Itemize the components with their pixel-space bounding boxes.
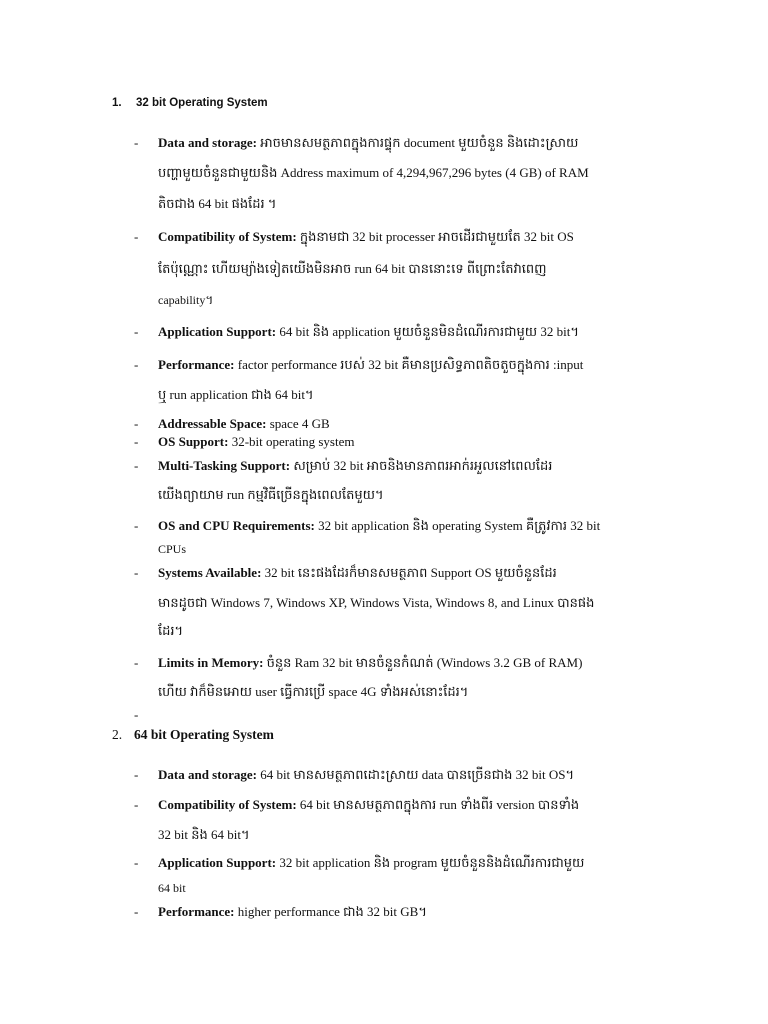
item-line: តិចជាង 64 bit ផងដែរ ។ xyxy=(158,196,277,211)
item-label: Data and storage: xyxy=(158,767,257,782)
item-label: OS Support: xyxy=(158,434,229,449)
item-line: Application Support: 64 bit និង application មួយចំនួនមិនដំណើរការជាមួយ 32 bit។ xyxy=(158,324,579,339)
item-line: Data and storage: 64 bit មានសមត្ថភាពដោះស្រាយ data បានច្រើនជាង 32 bit OS។ xyxy=(158,767,575,782)
item-line: Compatibility of System: 64 bit មានសមត្ថភាពក្នុងការ run ទាំងពីរ version បានទាំង xyxy=(158,797,580,812)
bullet-dash: - xyxy=(134,518,139,533)
bullet-dash: - xyxy=(134,229,139,244)
item-line: Data and storage: អាចមានសមត្ថភាពក្នុងការផ្ទុក document មួយចំនួន និងដោះស្រាយ xyxy=(158,135,579,150)
item-line: ដែរ។ xyxy=(158,623,184,638)
item-label: Multi-Tasking Support: xyxy=(158,458,291,473)
bullet-dash: - xyxy=(134,135,139,150)
section-heading-1 xyxy=(112,95,268,111)
item-line: capability។ xyxy=(158,293,214,307)
item-label: Performance: xyxy=(158,357,235,372)
bullet-dash: - xyxy=(134,565,139,580)
bullet-dash: - xyxy=(134,357,139,372)
item-line: 64 bit xyxy=(158,881,186,895)
section-number: 2. xyxy=(112,727,123,742)
section-heading-2 xyxy=(112,727,274,743)
section-number: 1. xyxy=(112,97,122,109)
item-line: 32 bit និង 64 bit។ xyxy=(158,827,250,842)
item-line: Compatibility of System: ក្នុងនាមជា 32 bit processer អាចដើរជាមួយតែ 32 bit OS xyxy=(158,229,574,244)
item-label: Performance: xyxy=(158,904,235,919)
item-line: CPUs xyxy=(158,542,187,556)
bullet-dash: - xyxy=(134,767,139,782)
item-line: ហើយ វាក៏មិនអោយ user ធ្វើការប្រើ space 4G ទាំងអស់នោះដែរ។ xyxy=(158,684,469,699)
item-line: Performance: higher performance ជាង 32 bit GB។ xyxy=(158,904,427,919)
item-label: Data and storage: xyxy=(158,135,257,150)
item-line: ឬ run application ជាង 64 bit។ xyxy=(158,387,314,402)
item-line: មានដូចជា Windows 7, Windows XP, Windows Vista, Windows 8, and Linux បានផង xyxy=(158,595,595,610)
item-line: តែប៉ុណ្ណោះ ហើយម្យ៉ាងទៀតយើងមិនអាច run 64 bit បាននោះទេ ពីព្រោះតែវាពេញ xyxy=(158,261,547,276)
bullet-dash: - xyxy=(134,904,139,919)
bullet-dash: - xyxy=(134,416,139,431)
item-line: OS Support: 32-bit operating system xyxy=(158,434,355,449)
bullet-dash: - xyxy=(134,324,139,339)
bullet-dash: - xyxy=(134,855,139,870)
bullet-dash: - xyxy=(134,434,139,449)
bullet-dash: - xyxy=(134,458,139,473)
item-label: Compatibility of System: xyxy=(158,229,297,244)
section-title: 64 bit Operating System xyxy=(134,727,274,742)
item-label: Application Support: xyxy=(158,324,277,339)
item-label: Systems Available: xyxy=(158,565,262,580)
item-line: Application Support: 32 bit application និង program មួយចំនួននិងដំណើរការជាមួយ xyxy=(158,855,585,870)
item-line: Performance: factor performance របស់ 32 bit គឺមានប្រសិទ្ធភាពតិចតួចក្នុងការ :input xyxy=(158,357,584,372)
item-line: Systems Available: 32 bit នេះផងដែរក៏មានសមត្ថភាព Support OS មួយចំនួនដែរ xyxy=(158,565,557,580)
section-title: 32 bit Operating System xyxy=(136,97,268,109)
bullet-dash: - xyxy=(134,707,139,722)
bullet-dash: - xyxy=(134,655,139,670)
item-line: OS and CPU Requirements: 32 bit application និង operating System គឺត្រូវការ 32 bit xyxy=(158,518,601,533)
item-line: បញ្ហាមួយចំនួនជាមួយនិង Address maximum of 4,294,967,296 bytes (4 GB) of RAM xyxy=(158,165,589,180)
item-label: Addressable Space: xyxy=(158,416,267,431)
item-label: Application Support: xyxy=(158,855,277,870)
bullet-dash: - xyxy=(134,797,139,812)
item-label: Limits in Memory: xyxy=(158,655,264,670)
item-line: យើងព្យាយាម run កម្មវិធីច្រើនក្នុងពេលតែមួយ។ xyxy=(158,487,384,502)
item-label: OS and CPU Requirements: xyxy=(158,518,315,533)
item-line: Multi-Tasking Support: សម្រាប់ 32 bit អាចនិងមានភាពរអាក់រអួលនៅពេលដែរ xyxy=(158,458,553,473)
item-line: Limits in Memory: ចំនួន Ram 32 bit មានចំនួនកំណត់ (Windows 3.2 GB of RAM) xyxy=(158,655,583,670)
item-label: Compatibility of System: xyxy=(158,797,297,812)
item-line: Addressable Space: space 4 GB xyxy=(158,416,330,431)
